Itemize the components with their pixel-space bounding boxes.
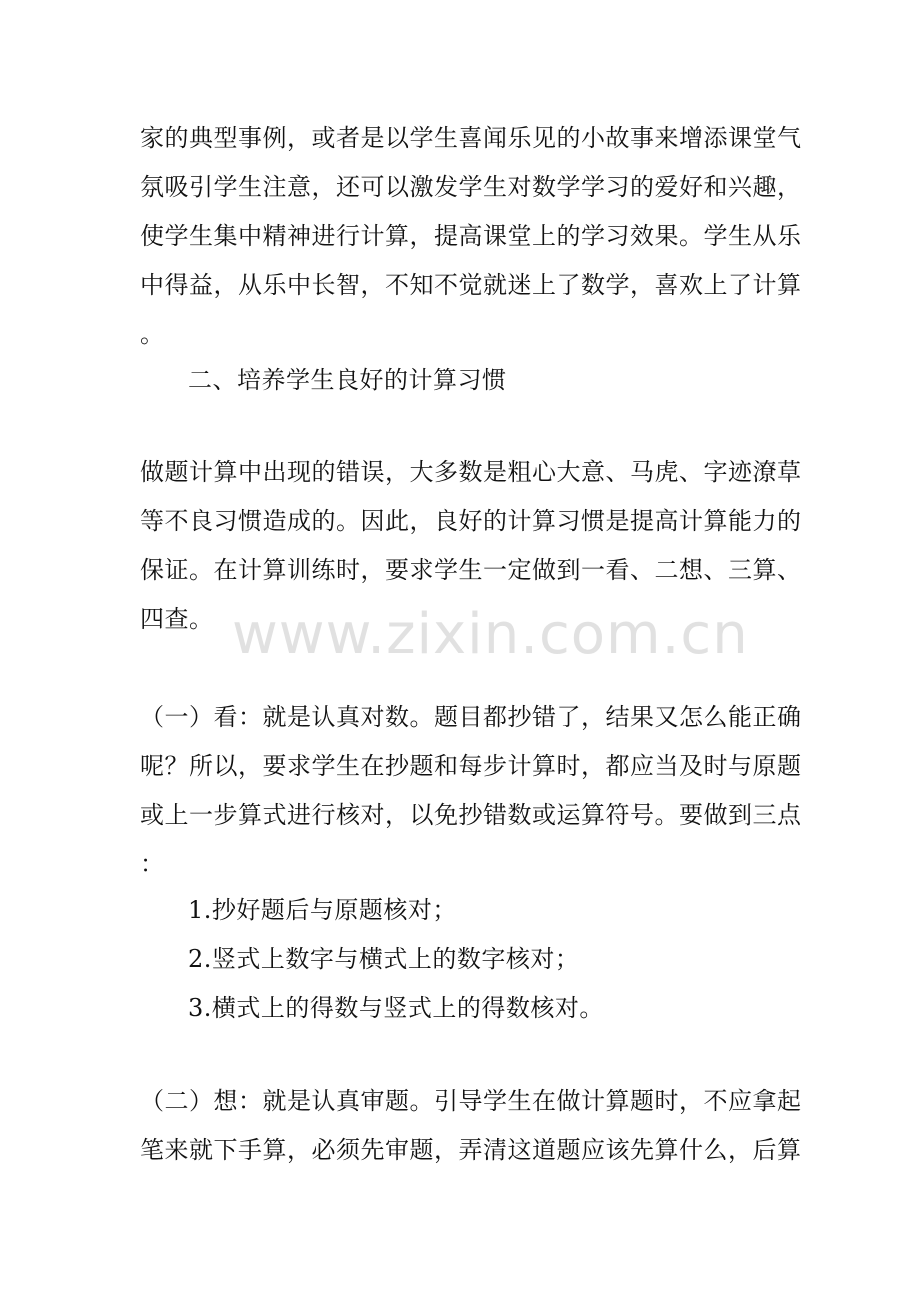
text-line: 笔来就下手算，必须先审题，弄清这道题应该先算什么，后算 — [140, 1136, 802, 1164]
text-line: 。 — [140, 320, 165, 348]
text-line: 使学生集中精神进行计算，提高课堂上的学习效果。学生从乐 — [140, 222, 802, 250]
text-line: 或上一步算式进行核对，以免抄错数或运算符号。要做到三点 — [140, 801, 802, 829]
checklist-item: 3.横式上的得数与竖式上的得数核对。 — [188, 994, 604, 1022]
text-line: 家的典型事例，或者是以学生喜闻乐见的小故事来增添课堂气 — [140, 124, 802, 152]
text-line: （一）看：就是认真对数。题目都抄错了，结果又怎么能正确 — [140, 703, 802, 731]
text-line: 中得益，从乐中长智，不知不觉就迷上了数学，喜欢上了计算 — [140, 271, 802, 299]
section-heading: 二、培养学生良好的计算习惯 — [188, 366, 507, 394]
checklist-item: 1.抄好题后与原题核对； — [188, 896, 457, 924]
watermark: www.zixin.com.cn — [232, 602, 749, 667]
text-line: ： — [140, 850, 165, 878]
text-line: 呢？所以，要求学生在抄题和每步计算时，都应当及时与原题 — [140, 752, 802, 780]
text-line: 保证。在计算训练时，要求学生一定做到一看、二想、三算、 — [140, 556, 802, 584]
checklist-item: 2.竖式上数字与横式上的数字核对； — [188, 945, 580, 973]
text-line: 四查。 — [140, 605, 214, 633]
text-line: 做题计算中出现的错误，大多数是粗心大意、马虎、字迹潦草 — [140, 458, 802, 486]
text-line: 氛吸引学生注意，还可以激发学生对数学学习的爱好和兴趣， — [140, 173, 802, 201]
text-line: 等不良习惯造成的。因此，良好的计算习惯是提高计算能力的 — [140, 507, 802, 535]
text-line: （二）想：就是认真审题。引导学生在做计算题时，不应拿起 — [140, 1087, 802, 1115]
